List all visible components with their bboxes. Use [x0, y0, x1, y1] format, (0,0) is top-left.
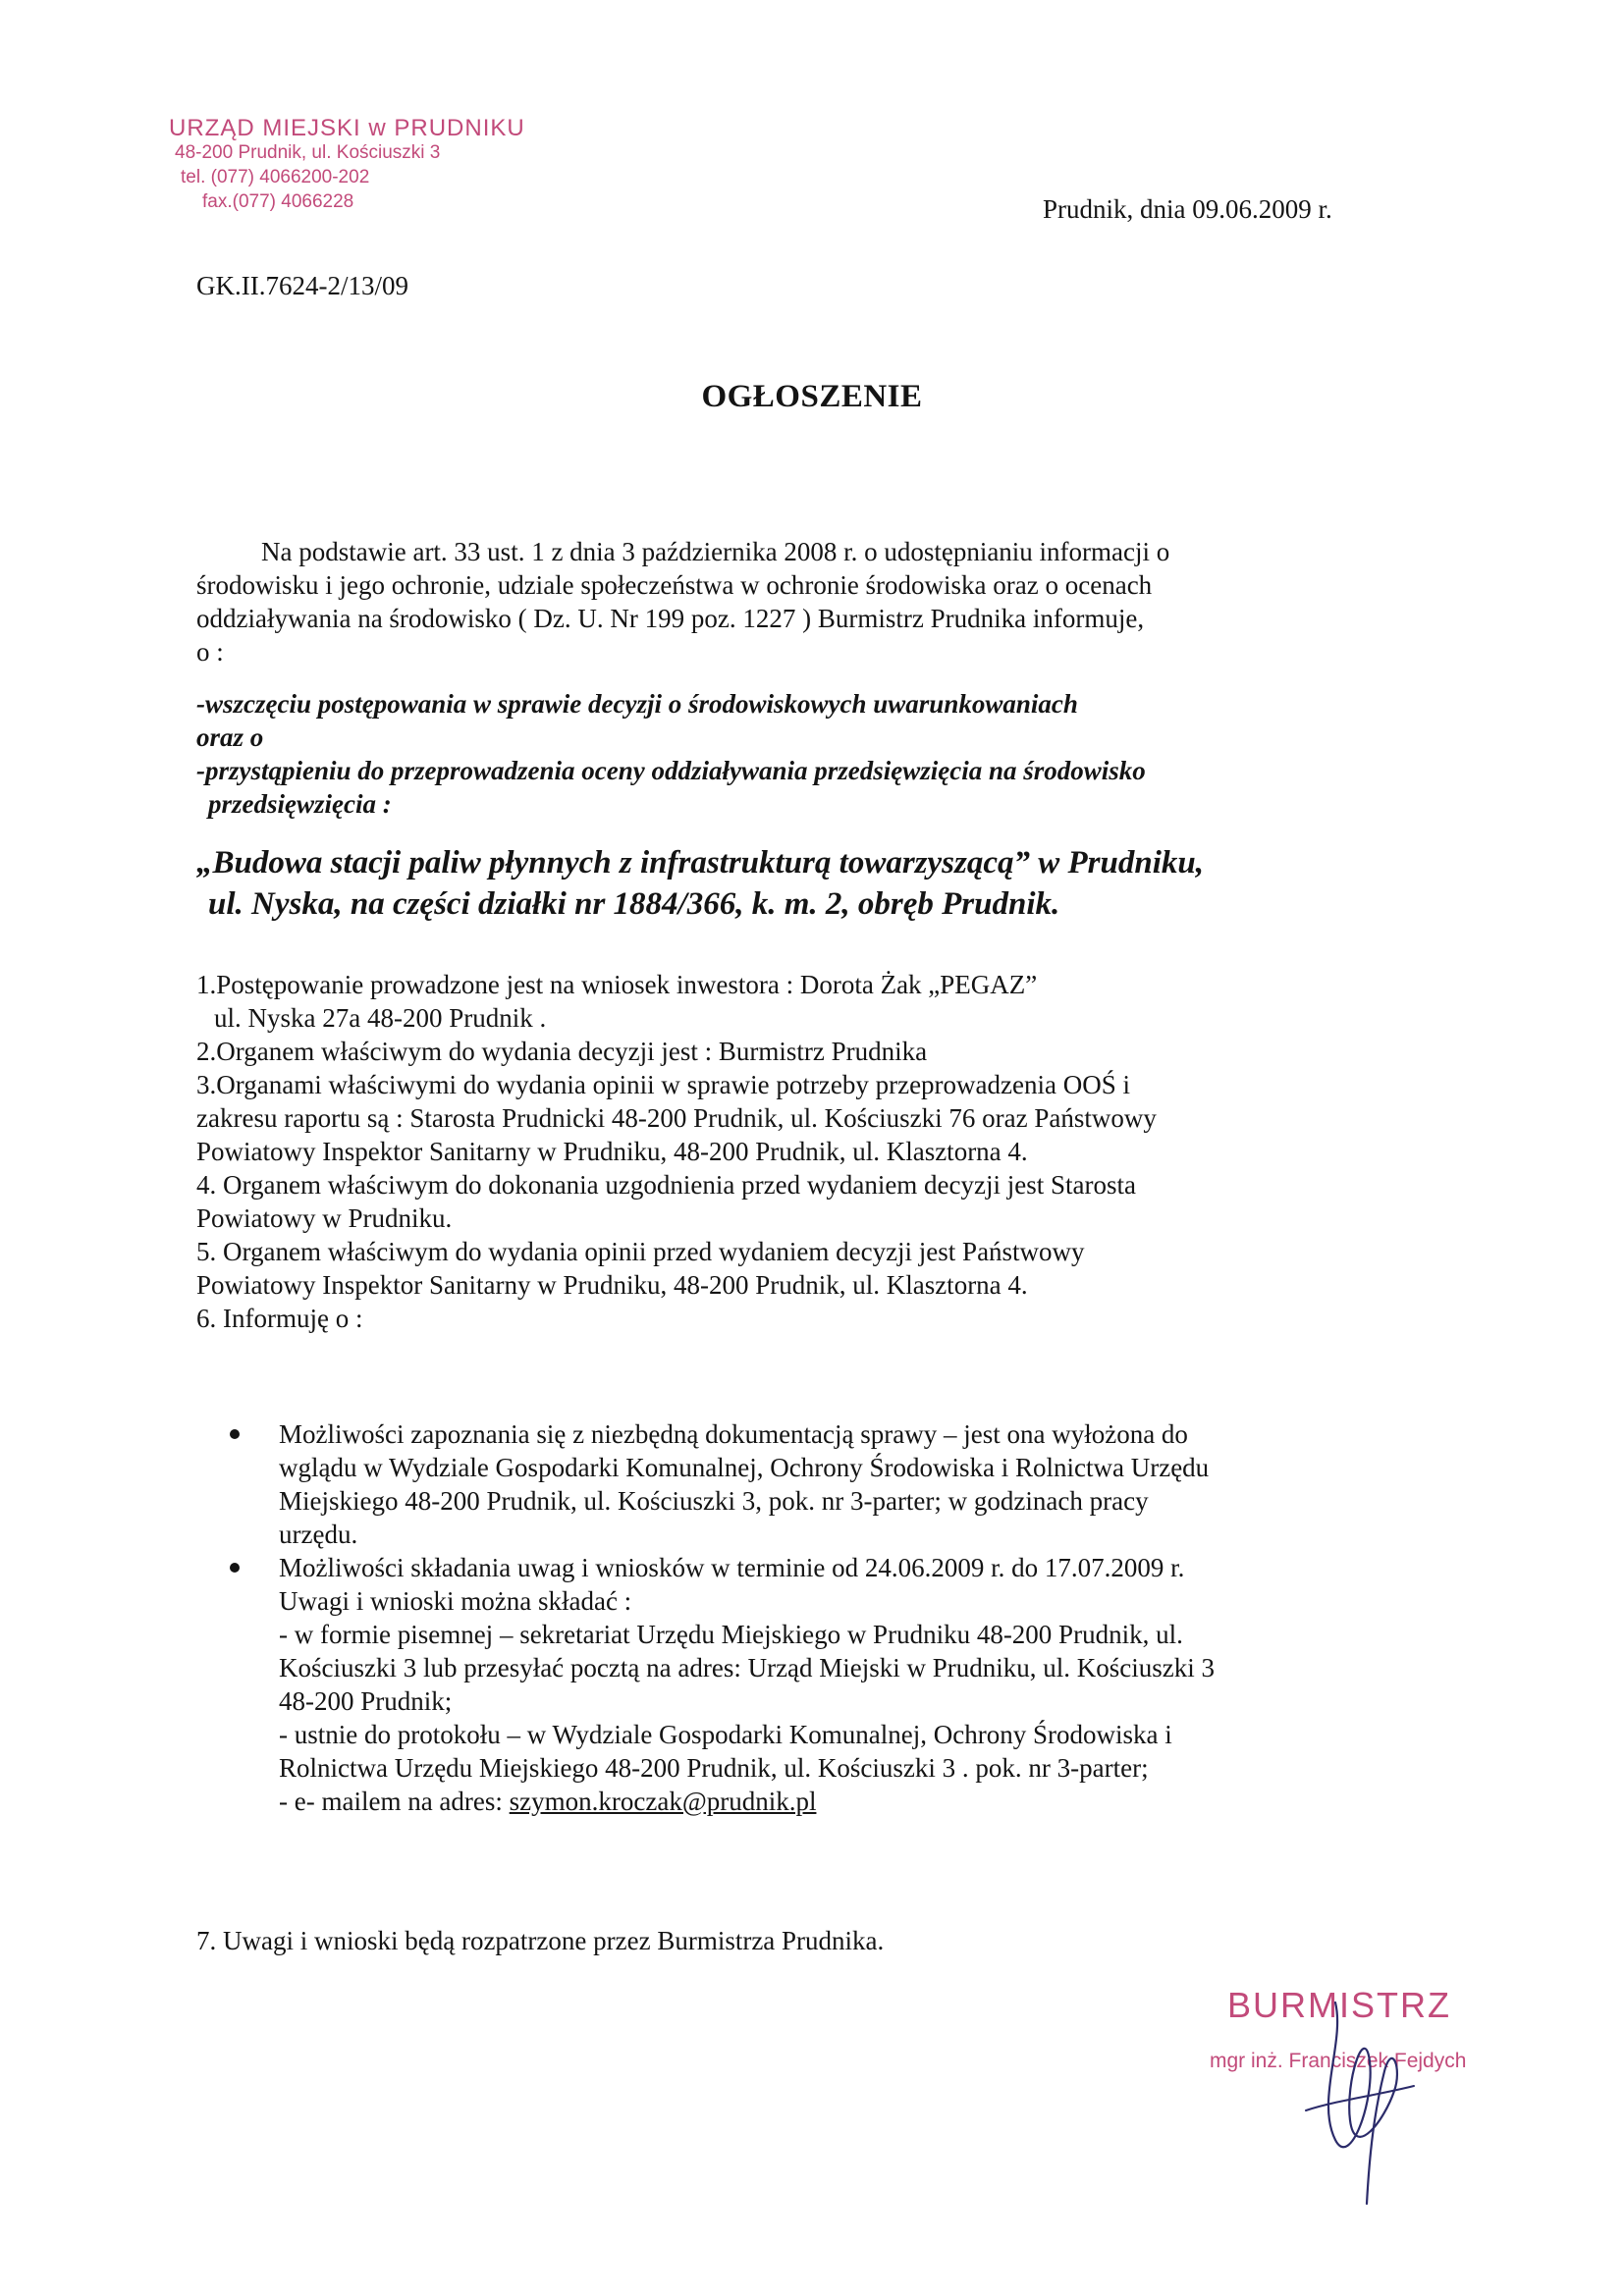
document-date: Prudnik, dnia 09.06.2009 r.	[1043, 194, 1332, 224]
bullet-line: wglądu w Wydziale Gospodarki Komunalnej, Ochrony Środowiska i Rolnictwa Urzędu	[279, 1453, 1210, 1482]
bullet-line: urzędu.	[279, 1520, 358, 1549]
stamp-fax: fax.(077) 4066228	[202, 191, 354, 212]
stamp-office-name: URZĄD MIEJSKI w PRUDNIKU	[169, 115, 525, 141]
numbered-points	[196, 968, 1473, 1335]
handwritten-signature	[1276, 1983, 1434, 2209]
point-line: Powiatowy Inspektor Sanitarny w Prudniku, 48-200 Prudnik, ul. Klasztorna 4.	[196, 1270, 1028, 1300]
point-line: 6. Informuję o :	[196, 1304, 363, 1333]
point-line: Powiatowy w Prudniku.	[196, 1203, 453, 1233]
email-prefix: - e- mailem na adres:	[279, 1787, 510, 1816]
project-title-line: „Budowa stacji paliw płynnych z infrastrukturą towarzyszącą” w Prudniku,	[196, 845, 1204, 881]
intro-line: Na podstawie art. 33 ust. 1 z dnia 3 października 2008 r. o udostępnianiu informacji o	[261, 537, 1170, 566]
subject-line: -wszczęciu postępowania w sprawie decyzji o środowiskowych uwarunkowaniach	[196, 689, 1078, 719]
email-line	[279, 1785, 1477, 1818]
bullet-line: Uwagi i wnioski można składać :	[279, 1586, 632, 1616]
intro-line: oddziaływania na środowisko ( Dz. U. Nr 199 poz. 1227 ) Burmistrz Prudnika informuje,	[196, 604, 1145, 633]
point-line: 3.Organami właściwymi do wydania opinii w sprawie potrzeby przeprowadzenia OOŚ i	[196, 1070, 1130, 1099]
bullet-line: Miejskiego 48-200 Prudnik, ul. Kościuszki 3, pok. nr 3-parter; w godzinach pracy	[279, 1486, 1149, 1516]
mayor-stamp-title: BURMISTRZ	[1227, 1985, 1451, 2025]
bullet-line: Możliwości zapoznania się z niezbędną dokumentacją sprawy – jest ona wyłożona do	[279, 1419, 1188, 1449]
email-link[interactable]: szymon.kroczak@prudnik.pl	[509, 1787, 817, 1816]
point-line: ul. Nyska 27a 48-200 Prudnik .	[214, 1003, 547, 1033]
bullet-icon	[230, 1563, 240, 1573]
point-line: zakresu raportu są : Starosta Prudnicki 48-200 Prudnik, ul. Kościuszki 76 oraz Państwowy	[196, 1103, 1157, 1133]
point-line: 5. Organem właściwym do wydania opinii przed wydaniem decyzji jest Państwowy	[196, 1237, 1085, 1266]
bullet-line: Rolnictwa Urzędu Miejskiego 48-200 Prudnik, ul. Kościuszki 3 . pok. nr 3-parter;	[279, 1753, 1149, 1783]
list-item	[230, 1551, 1477, 1818]
stamp-address: 48-200 Prudnik, ul. Kościuszki 3	[175, 142, 441, 163]
subject-line: -przystąpieniu do przeprowadzenia oceny oddziaływania przedsięwzięcia na środowisko	[196, 756, 1146, 785]
subject-block	[196, 687, 1473, 821]
bullet-icon	[230, 1429, 240, 1439]
reference-number: GK.II.7624-2/13/09	[196, 271, 408, 300]
closing-statement: 7. Uwagi i wnioski będą rozpatrzone przez Burmistrza Prudnika.	[196, 1926, 885, 1955]
document-heading: OGŁOSZENIE	[701, 379, 923, 414]
intro-line: środowisku i jego ochronie, udziale społeczeństwa w ochronie środowiska oraz o ocenach	[196, 570, 1153, 600]
point-line: 1.Postępowanie prowadzone jest na wniosek inwestora : Dorota Żak „PEGAZ”	[196, 970, 1038, 999]
project-title	[196, 842, 1473, 925]
point-line: Powiatowy Inspektor Sanitarny w Prudniku, 48-200 Prudnik, ul. Klasztorna 4.	[196, 1137, 1028, 1166]
stamp-phone: tel. (077) 4066200-202	[181, 167, 370, 187]
point-line: 4. Organem właściwym do dokonania uzgodnienia przed wydaniem decyzji jest Starosta	[196, 1170, 1136, 1200]
bullet-line: - ustnie do protokołu – w Wydziale Gospodarki Komunalnej, Ochrony Środowiska i	[279, 1720, 1172, 1749]
point-line: 2.Organem właściwym do wydania decyzji jest : Burmistrz Prudnika	[196, 1037, 928, 1066]
bullet-line: 48-200 Prudnik;	[279, 1686, 453, 1716]
intro-line: o :	[196, 637, 224, 667]
mayor-stamp-name: mgr inż. Franciszek Fejdych	[1210, 2050, 1467, 2072]
bullet-line: Możliwości składania uwag i wniosków w terminie od 24.06.2009 r. do 17.07.2009 r.	[279, 1553, 1185, 1582]
bullet-list	[230, 1417, 1477, 1818]
project-title-line: ul. Nyska, na części działki nr 1884/366, k. m. 2, obręb Prudnik.	[208, 886, 1060, 922]
bullet-line: Kościuszki 3 lub przesyłać pocztą na adres: Urząd Miejski w Prudniku, ul. Kościuszki 3	[279, 1653, 1216, 1682]
subject-line: oraz o	[196, 722, 264, 752]
intro-paragraph	[196, 535, 1473, 668]
bullet-line: - w formie pisemnej – sekretariat Urzędu Miejskiego w Prudniku 48-200 Prudnik, ul.	[279, 1620, 1183, 1649]
subject-line: przedsięwzięcia :	[208, 789, 392, 819]
office-stamp	[169, 116, 525, 214]
list-item	[230, 1417, 1477, 1551]
